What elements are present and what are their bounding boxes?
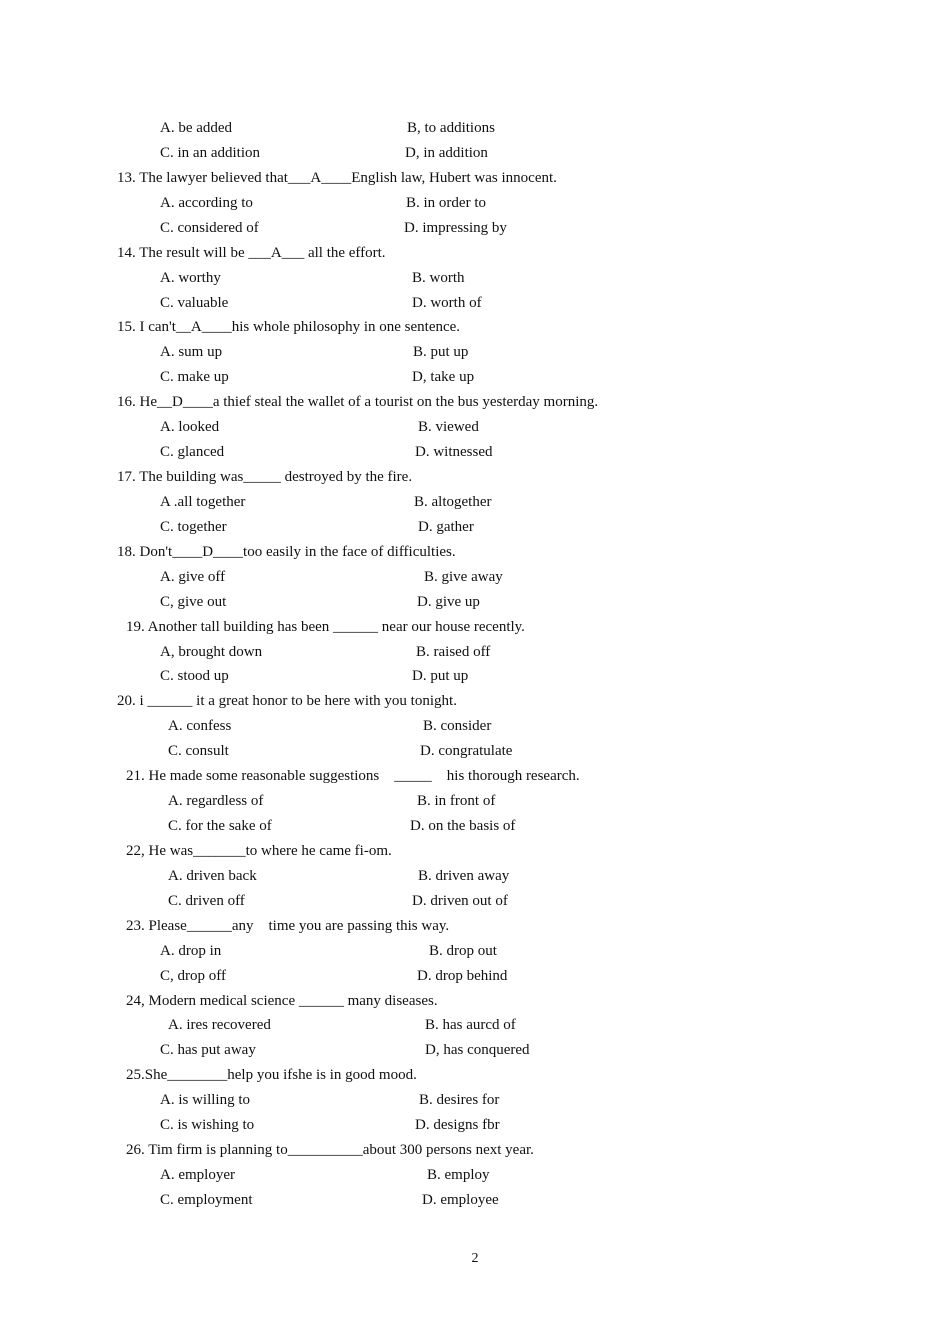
option-left: A. is willing to	[160, 1092, 251, 1109]
option-left: C. together	[160, 518, 227, 535]
question-text: 15. I can't__A____his whole philosophy in one sentence.	[117, 319, 461, 336]
question-line	[0, 1063, 950, 1088]
question-line	[0, 1138, 950, 1163]
question-text: 19. Another tall building has been ______ near our house recently.	[126, 618, 525, 635]
option-right: B, to additions	[407, 120, 495, 136]
option-right: B. worth	[412, 269, 465, 286]
option-right: B. driven away	[418, 867, 510, 884]
options-line	[0, 814, 950, 839]
question-line	[0, 615, 950, 640]
options-line	[0, 739, 950, 764]
options-line	[0, 664, 950, 689]
question-text: 24, Modern medical science ______ many diseases.	[126, 992, 438, 1009]
option-left: A. sum up	[160, 344, 223, 361]
option-left: A. regardless of	[168, 793, 264, 810]
options-line	[0, 1113, 950, 1138]
options-line	[0, 365, 950, 390]
option-left: C. valuable	[160, 294, 229, 311]
option-left: A. confess	[168, 718, 232, 735]
question-text: 20. i ______ it a great honor to be here with you tonight.	[117, 693, 457, 710]
question-text: 16. He__D____a thief steal the wallet of a tourist on the bus yesterday morning.	[117, 394, 599, 411]
option-left: C. make up	[160, 369, 229, 386]
question-line	[0, 989, 950, 1014]
question-text: 22, He was_______to where he came fi-om.	[126, 842, 392, 859]
question-line	[0, 465, 950, 490]
question-line	[0, 764, 950, 789]
option-right: D. driven out of	[412, 892, 508, 909]
options-line	[0, 216, 950, 241]
options-line	[0, 116, 950, 141]
question-line	[0, 914, 950, 939]
options-line	[0, 1038, 950, 1063]
option-right: B. has aurcd of	[425, 1017, 516, 1034]
options-line	[0, 714, 950, 739]
option-left: A. looked	[160, 419, 220, 436]
question-text: 25.She________help you ifshe is in good mood.	[126, 1067, 417, 1084]
option-right: B. drop out	[429, 942, 497, 959]
options-line	[0, 291, 950, 316]
question-text: 23. Please______any time you are passing this way.	[126, 917, 450, 934]
option-right: B. altogether	[414, 493, 492, 510]
options-line	[0, 1088, 950, 1113]
option-left: C. employment	[160, 1191, 253, 1208]
options-line	[0, 191, 950, 216]
options-line	[0, 141, 950, 166]
options-line	[0, 440, 950, 465]
question-text: 26. Tim firm is planning to__________about 300 persons next year.	[126, 1142, 534, 1159]
option-left: A. ires recovered	[168, 1017, 271, 1034]
option-right: D. impressing by	[404, 219, 507, 236]
option-right: D. put up	[412, 668, 469, 685]
question-line	[0, 540, 950, 565]
option-right: B. consider	[423, 718, 492, 735]
options-line	[0, 340, 950, 365]
option-right: D. on the basis of	[410, 818, 516, 835]
options-line	[0, 515, 950, 540]
option-right: D, take up	[412, 369, 475, 386]
option-right: D. witnessed	[415, 444, 493, 461]
options-line	[0, 590, 950, 615]
options-line	[0, 640, 950, 665]
question-text: 13. The lawyer believed that___A____English law, Hubert was innocent.	[117, 169, 557, 186]
option-left: C. driven off	[168, 892, 245, 909]
options-line	[0, 1013, 950, 1038]
option-left: A. driven back	[168, 867, 257, 884]
option-right: B. in order to	[406, 194, 486, 211]
options-line	[0, 266, 950, 291]
option-right: D, in addition	[405, 144, 488, 161]
options-line	[0, 789, 950, 814]
option-right: D. designs fbr	[415, 1117, 500, 1134]
options-line	[0, 889, 950, 914]
options-line	[0, 565, 950, 590]
option-left: C. stood up	[160, 668, 229, 685]
option-right: B. put up	[413, 344, 469, 361]
option-right: D. worth of	[412, 294, 482, 311]
option-left: C, drop off	[160, 967, 226, 984]
options-line	[0, 415, 950, 440]
option-left: A. be added	[160, 120, 233, 136]
question-line	[0, 166, 950, 191]
option-left: C. for the sake of	[168, 818, 272, 835]
option-right: B. raised off	[416, 643, 491, 660]
option-left: A. worthy	[160, 269, 221, 286]
option-left: C. consult	[168, 743, 229, 760]
page-number: 2	[471, 1251, 479, 1266]
options-line	[0, 1188, 950, 1213]
option-right: D. give up	[417, 593, 480, 610]
option-right: D. drop behind	[417, 967, 508, 984]
option-right: D, has conquered	[425, 1042, 530, 1059]
option-right: D. congratulate	[420, 743, 513, 760]
option-left: C. glanced	[160, 444, 225, 461]
option-left: A .all together	[160, 493, 246, 510]
option-right: D. employee	[422, 1191, 499, 1208]
option-right: B. in front of	[417, 793, 496, 810]
option-left: A. give off	[160, 568, 226, 585]
question-line	[0, 689, 950, 714]
option-right: D. gather	[418, 518, 474, 535]
option-right: B. employ	[427, 1167, 490, 1184]
option-left: C. has put away	[160, 1042, 256, 1059]
option-left: A. according to	[160, 194, 253, 211]
question-text: 14. The result will be ___A___ all the effort.	[117, 244, 386, 261]
option-left: A, brought down	[160, 643, 263, 660]
options-line	[0, 1163, 950, 1188]
options-line	[0, 864, 950, 889]
options-line	[0, 490, 950, 515]
option-left: C. considered of	[160, 219, 259, 236]
option-left: C, give out	[160, 593, 227, 610]
question-text: 18. Don't____D____too easily in the face of difficulties.	[117, 543, 456, 560]
option-left: A. drop in	[160, 942, 222, 959]
option-left: A. employer	[160, 1167, 235, 1184]
question-text: 21. He made some reasonable suggestions _____ his thorough research.	[126, 768, 580, 785]
options-line	[0, 964, 950, 989]
option-left: C. is wishing to	[160, 1117, 255, 1134]
question-line	[0, 241, 950, 266]
option-right: B. desires for	[419, 1092, 500, 1109]
option-left: C. in an addition	[160, 144, 260, 161]
question-text: 17. The building was_____ destroyed by the fire.	[117, 469, 413, 486]
question-line	[0, 390, 950, 415]
options-line	[0, 939, 950, 964]
option-right: B. give away	[424, 568, 503, 585]
option-right: B. viewed	[418, 419, 479, 436]
question-line	[0, 315, 950, 340]
question-line	[0, 839, 950, 864]
